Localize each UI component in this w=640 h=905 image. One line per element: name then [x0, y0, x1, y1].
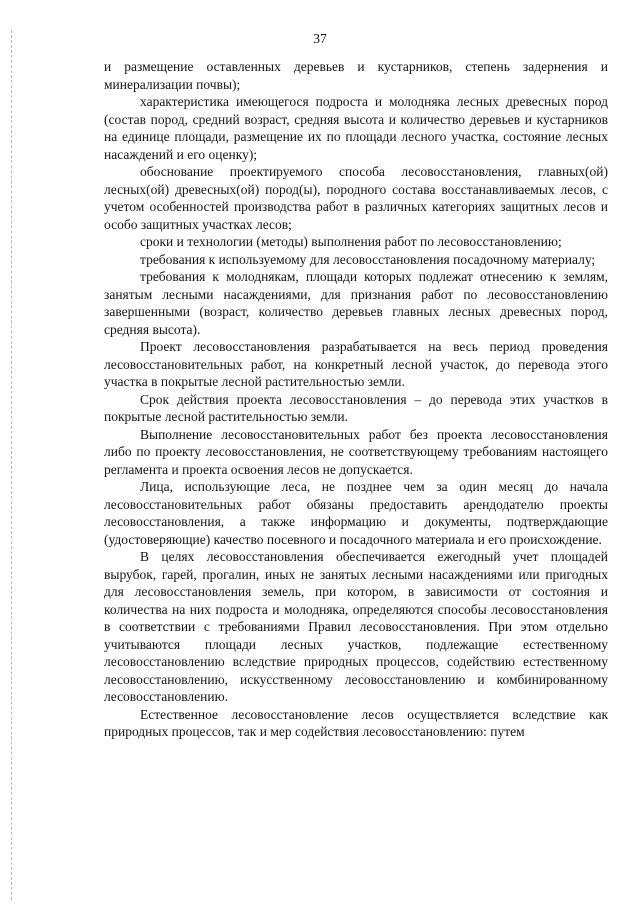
page-number: 37: [313, 31, 327, 46]
paragraph: и размещение оставленных деревьев и кустарников, степень задернения и минерализации почвы);: [104, 59, 608, 92]
paragraph: Срок действия проекта лесовосстановления – до перевода этих участков в покрытые лесной растительностью земли.: [104, 391, 608, 424]
paragraph: требования к используемому для лесовосстановления посадочному материалу;: [140, 251, 596, 267]
paragraph: Проект лесовосстановления разрабатывается на весь период проведения лесовосстановительных работ, на конкретный лесной участок, до перевода этого участка в покрытые лесной растительностью земли.: [104, 339, 608, 389]
document-body: [104, 58, 608, 741]
paragraph: Лица, использующие леса, не позднее чем за один месяц до начала лесовосстановительных работ обязаны предоставить арендодателю проекты лесовосстановления, а также информацию и документы, подтверждающие (удостоверяющие) качество посевного и посадочного материала и его происхождение.: [104, 479, 608, 547]
paragraph: сроки и технологии (методы) выполнения работ по лесовосстановлению;: [140, 234, 562, 249]
paragraph: Естественное лесовосстановление лесов осуществляется вследствие как природных процессов, так и мер содействия лесовосстановлению: путем: [104, 706, 608, 739]
paragraph: требования к молоднякам, площади которых подлежат отнесению к землям, занятым лесными насаждениями, для признания работ по лесовосстановлению завершенными (возраст, количество деревьев главных лесных древесных пород, средняя высота).: [104, 269, 608, 337]
paragraph: обоснование проектируемого способа лесовосстановления, главных(ой) лесных(ой) древесных(ой) пород(ы), породного состава восстанавливаемых лесов, с учетом особенностей производства работ в различных категориях защитных лесов и особо защитных участках лесов;: [104, 164, 608, 232]
paragraph: характеристика имеющегося подроста и молодняка лесных древесных пород (состав пород, средний возраст, средняя высота и количество деревьев и кустарников на единице площади, размещение их по площади лесного участка, состояние лесных насаждений и его оценку);: [104, 94, 608, 162]
paragraph: Выполнение лесовосстановительных работ без проекта лесовосстановления либо по проекту лесовосстановления, не соответствующему требованиям настоящего регламента и проекта освоения лесов не допускается.: [104, 426, 608, 477]
paragraph: В целях лесовосстановления обеспечивается ежегодный учет площадей вырубок, гарей, прогалин, иных не занятых лесными насаждениями или пригодных для лесовосстановления земель, при котором, в зависимости от состояния и количества на них подроста и молодняка, определяются способы лесовосстановления в соответствии с требованиями Правил лесовосстановления. При этом отдельно учитываются площади лесных участков, подлежащие естественному лесовосстановлению вследствие природных процессов, содействию естественному лесовосстановлению, искусственному лесовосстановлению и комбинированному лесовосстановлению.: [104, 549, 608, 704]
page-edge-dashes: [11, 30, 13, 900]
